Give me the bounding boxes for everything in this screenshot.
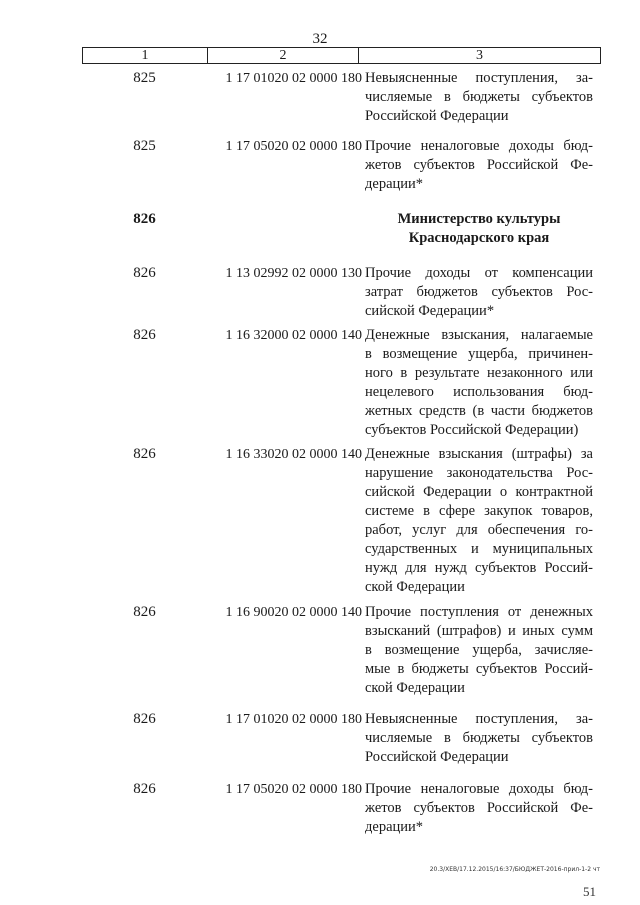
description-line: Невыясненные поступления, за- [365,70,593,86]
admin-code: 826 [133,327,156,343]
header-col-2: 2 [208,48,359,63]
description-line: Краснодарского края [408,230,550,246]
admin-code: 826 [133,781,156,797]
description-line: числяемые в бюджеты субъектов [365,89,593,105]
revenue-description [365,69,593,126]
sheet-number: 51 [583,884,596,899]
description-line: Прочие поступления от денежных [365,604,593,620]
header-col-1: 1 [83,48,208,63]
description-line: жетов субъектов Российской Фе- [365,157,593,173]
ministry-name [365,210,593,248]
revenue-description [365,710,593,767]
description-line: сийской Федерации о контрактной [365,484,593,500]
admin-code: 826 [133,446,156,462]
description-line: ской Федерации [365,579,465,595]
admin-code: 826 [133,711,156,727]
description-line: Денежные взыскания (штрафы) за [365,446,593,462]
description-line: дерации* [365,176,424,192]
description-line: работ, услуг для обеспечения го- [365,522,593,538]
description-line: жетов субъектов Российской Фе- [365,800,593,816]
description-line: Российской Федерации [365,108,509,124]
budget-classification-code: 1 17 01020 02 0000 180 [225,71,362,86]
budget-classification-code: 1 17 05020 02 0000 180 [225,139,362,154]
page-number: 32 [312,31,328,47]
description-line: в возмещение ущерба, причинен- [365,346,593,362]
description-line: в возмещение ущерба, зачисляе- [365,642,593,658]
description-line: нужд для нужд субъектов Россий- [365,560,593,576]
admin-code: 826 [133,265,156,281]
admin-code: 826 [133,604,156,620]
budget-classification-code: 1 16 33020 02 0000 140 [225,447,362,462]
description-line: сударственных и муниципальных [365,541,593,557]
description-line: ской Федерации [365,680,465,696]
budget-classification-code: 1 16 32000 02 0000 140 [225,328,362,343]
description-line: числяемые в бюджеты субъектов [365,730,593,746]
description-line: затрат бюджетов субъектов Рос- [365,284,593,300]
budget-classification-code: 1 13 02992 02 0000 130 [225,266,362,281]
revenue-description [365,264,593,321]
budget-classification-code: 1 17 01020 02 0000 180 [225,712,362,727]
description-line: Российской Федерации [365,749,509,765]
budget-classification-code: 1 16 90020 02 0000 140 [225,605,362,620]
description-line: Прочие доходы от компенсации [365,265,593,281]
description-line: дерации* [365,819,424,835]
revenue-description [365,603,593,698]
description-line: сийской Федерации* [365,303,495,319]
description-line: нарушение законодательства Рос- [365,465,593,481]
description-line: системе в сфере закупок товаров, [365,503,593,519]
description-line: жетных средств (в части бюджетов [365,403,593,419]
admin-code: 825 [133,70,156,86]
budget-classification-code: 1 17 05020 02 0000 180 [225,782,362,797]
description-line: Министерство культуры [397,211,561,227]
revenue-description [365,137,593,194]
admin-code: 825 [133,138,156,154]
revenue-description [365,780,593,837]
header-col-3: 3 [476,48,483,63]
description-line: Прочие неналоговые доходы бюд- [365,138,593,154]
description-line: мые в бюджеты субъектов Россий- [365,661,593,677]
description-line: Прочие неналоговые доходы бюд- [365,781,593,797]
revenue-description [365,326,593,440]
description-line: субъектов Российской Федерации) [365,422,579,438]
description-line: Невыясненные поступления, за- [365,711,593,727]
table-header [82,47,601,64]
description-line: взысканий (штрафов) и иных сумм [365,623,593,639]
footer-note: 20.3/ХЕВ/17.12.2015/16:37/БЮДЖЕТ-2016-прил-1-2 чт [429,866,600,873]
description-line: ного в результате незаконного или [365,365,593,381]
admin-code: 826 [133,211,156,227]
description-line: Денежные взыскания, налагаемые [365,327,593,343]
revenue-description [365,445,593,597]
description-line: нецелевого использования бюд- [365,384,593,400]
